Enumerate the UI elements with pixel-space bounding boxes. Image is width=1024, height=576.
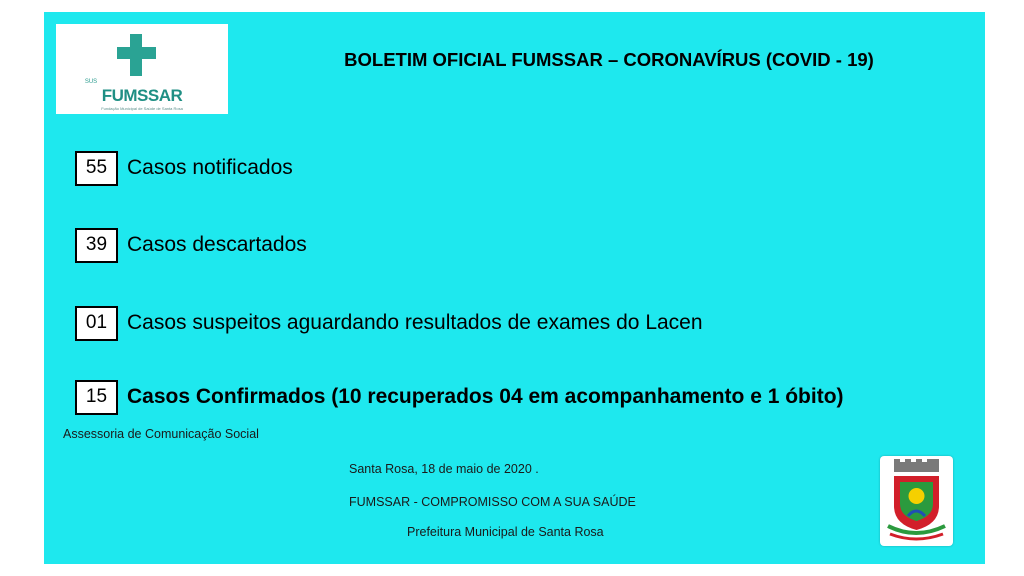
stat-label: Casos descartados — [127, 233, 307, 256]
org-text: Prefeitura Municipal de Santa Rosa — [407, 525, 604, 539]
stat-row-discarded — [75, 226, 307, 264]
stat-value: 55 — [75, 151, 118, 186]
credit-text: Assessoria de Comunicação Social — [63, 427, 259, 441]
slogan-text: FUMSSAR - COMPROMISSO COM A SUA SAÚDE — [349, 495, 636, 509]
stat-row-confirmed — [75, 378, 844, 416]
health-cross-icon — [114, 32, 160, 78]
slide — [44, 12, 985, 564]
fumssar-logo — [56, 24, 228, 114]
bulletin-title: BOLETIM OFICIAL FUMSSAR – CORONAVÍRUS (COVID - 19) — [344, 49, 874, 70]
stat-label: Casos suspeitos aguardando resultados de exames do Lacen — [127, 311, 703, 334]
stat-value: 39 — [75, 228, 118, 263]
stat-row-suspected — [75, 304, 703, 342]
stat-value: 01 — [75, 306, 118, 341]
stat-value: 15 — [75, 380, 118, 415]
stat-row-notified — [75, 149, 293, 187]
stat-label: Casos notificados — [127, 156, 293, 179]
coat-of-arms-icon — [880, 456, 953, 546]
date-text: Santa Rosa, 18 de maio de 2020 . — [349, 462, 539, 476]
coat-of-arms — [880, 456, 953, 546]
logo-sus-text: SUS — [84, 79, 98, 85]
logo-tagline: Fundação Municipal de Saúde de Santa Rosa — [101, 106, 183, 111]
stat-label: Casos Confirmados (10 recuperados 04 em acompanhamento e 1 óbito) — [127, 385, 844, 408]
logo-name: FUMSSAR — [101, 86, 183, 105]
